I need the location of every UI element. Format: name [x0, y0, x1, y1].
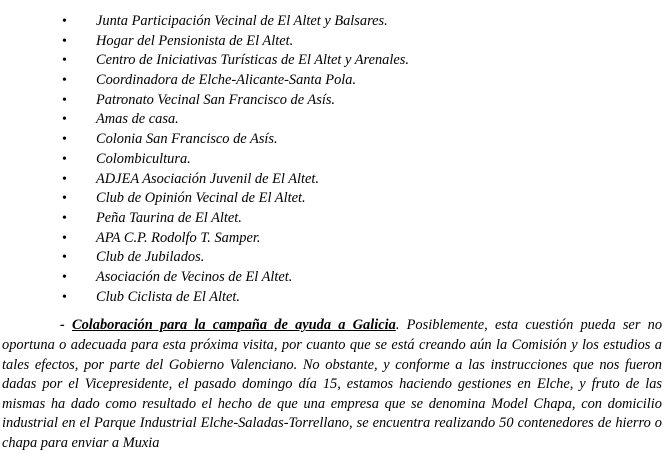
list-item-text: Centro de Iniciativas Turísticas de El Altet y Arenales.	[96, 52, 409, 69]
section-heading-suffix: .	[395, 317, 400, 334]
list-item	[0, 110, 666, 130]
bullet-icon: •	[62, 92, 67, 108]
bullet-icon: •	[62, 53, 67, 69]
list-item-text: Club Ciclista de El Altet.	[96, 288, 241, 305]
bullet-icon: •	[62, 269, 67, 285]
list-item	[0, 71, 666, 91]
bullet-icon: •	[62, 132, 67, 148]
list-item-text: Asociación de Vecinos de El Altet.	[96, 268, 293, 285]
list-item	[0, 51, 666, 71]
list-item	[0, 130, 666, 150]
list-item	[0, 170, 666, 190]
bullet-icon: •	[62, 33, 67, 49]
bullet-icon: •	[62, 210, 67, 226]
list-item-text: Colombicultura.	[96, 150, 191, 167]
list-item-text: Colonia San Francisco de Asís.	[96, 131, 278, 148]
list-item-text: Peña Taurina de El Altet.	[96, 209, 242, 226]
list-item-text: Hogar del Pensionista de El Altet.	[96, 32, 294, 49]
body-paragraph	[2, 316, 662, 453]
section-heading	[60, 317, 396, 333]
entity-list	[0, 12, 666, 307]
bullet-icon: •	[62, 14, 67, 29]
list-item	[0, 268, 666, 288]
list-item	[0, 288, 666, 308]
list-item	[0, 150, 666, 170]
bullet-icon: •	[62, 73, 67, 89]
bullet-icon: •	[62, 151, 67, 167]
bullet-icon: •	[62, 250, 67, 266]
bullet-icon: •	[62, 112, 67, 128]
list-item	[0, 229, 666, 249]
section-heading-text: Colaboración para la campaña de ayuda a Galicia	[72, 317, 396, 334]
list-item	[0, 248, 666, 268]
list-item-text: Junta Participación Vecinal de El Altet y Balsares.	[96, 13, 388, 29]
list-item-text: Coordinadora de Elche-Alicante-Santa Pola.	[96, 72, 357, 89]
section-body-text: Posiblemente, esta cuestión pueda ser no oportuna o adecuada para esta próxima visita, por cuanto que se está creando aún la Comisión y los estudios a tales efectos, por parte del Gobierno Valenciano. No obstante, y conforme a las instrucciones que nos fueron dadas por el Vicepresidente, el pasado domingo día 15, estamos haciendo gestiones en Elche, y fruto de las mismas ha dado como resultado el hecho de que una empresa que se denomina Model Chapa, con domicilio industrial en el Parque Industrial Elche-Saladas-Torrellano, se encuentra realizando 50 contenedores de hierro o chapa para enviar a Muxia	[2, 317, 663, 451]
list-item-text: Amas de casa.	[96, 111, 179, 128]
list-item-text: APA C.P. Rodolfo T. Samper.	[96, 229, 261, 246]
list-item	[0, 32, 666, 52]
list-item-text: Club de Opinión Vecinal de El Altet.	[96, 190, 306, 207]
list-item	[0, 209, 666, 229]
list-item	[0, 189, 666, 209]
list-item	[0, 91, 666, 111]
bullet-icon: •	[62, 289, 67, 305]
section-heading-prefix: -	[60, 317, 72, 334]
list-item-text: Patronato Vecinal San Francisco de Asís.	[96, 91, 336, 108]
list-item-text: ADJEA Asociación Juvenil de El Altet.	[96, 170, 319, 187]
bullet-icon: •	[62, 230, 67, 246]
list-item	[0, 12, 666, 32]
bullet-icon: •	[62, 191, 67, 207]
bullet-icon: •	[62, 171, 67, 187]
list-item-text: Club de Jubilados.	[96, 249, 205, 266]
